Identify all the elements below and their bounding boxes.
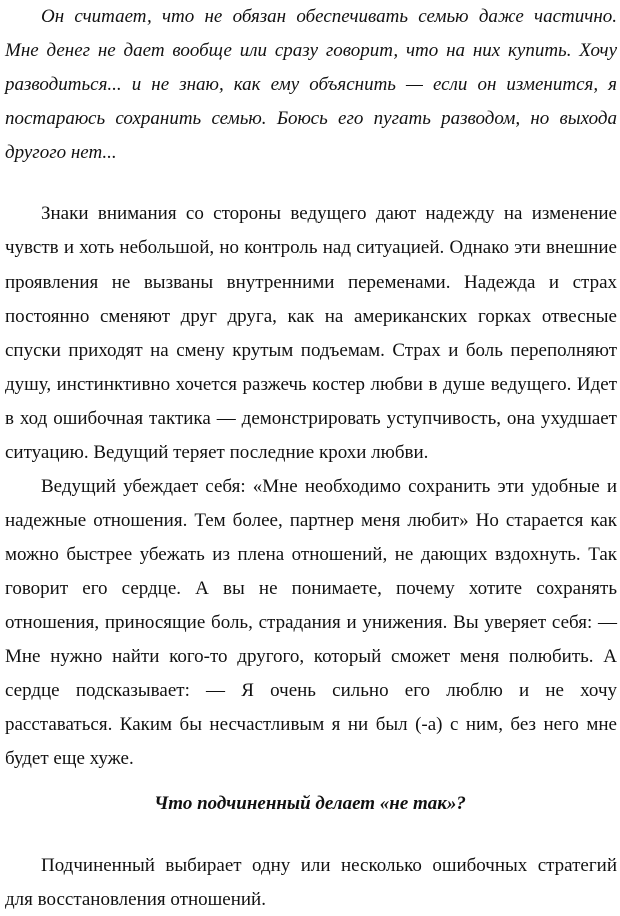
text-line: расставаться. Каким бы несчастливым я ни был (-а) с ним, без него мне — [5, 714, 617, 735]
text-line: говорит его сердце. А вы не понимаете, почему хотите сохранять — [5, 578, 617, 599]
text-line: проявления не вызваны внутренними переменами. Надежда и страх — [5, 272, 617, 293]
text-line: Мне нужно найти кого-то другого, который сможет меня полюбить. А — [5, 646, 617, 667]
text-line: ситуацию. Ведущий теряет последние крохи любви. — [5, 442, 429, 463]
text-line: постоянно сменяют друг друга, как на американских горках отвесные — [5, 306, 617, 327]
text-line: разводиться... и не знаю, как ему объяснить — если он изменится, я — [5, 74, 617, 95]
text-line: другого нет... — [5, 142, 117, 163]
text-line: чувств и хоть небольшой, но контроль над ситуацией. Однако эти внешние — [5, 237, 617, 258]
text-line: можно быстрее убежать из плена отношений, не дающих вздохнуть. Так — [5, 544, 617, 565]
text-line: Ведущий убеждает себя: «Мне необходимо сохранить эти удобные и — [41, 476, 617, 497]
text-line: Знаки внимания со стороны ведущего дают надежду на изменение — [41, 203, 617, 224]
text-line: спуски приходят на смену крутым подъемам. Страх и боль переполняют — [5, 340, 617, 361]
text-line: душу, инстинктивно хочется разжечь костер любви в душе ведущего. Идет — [5, 374, 617, 395]
section-heading: Что подчиненный делает «не так»? — [154, 793, 466, 814]
text-line: Он считает, что не обязан обеспечивать семью даже частично. — [41, 6, 617, 27]
text-line: Подчиненный выбирает одну или несколько ошибочных стратегий — [41, 855, 617, 876]
text-line: надежные отношения. Тем более, партнер меня любит» Но старается как — [5, 510, 617, 531]
text-line: в ход ошибочная тактика — демонстрировать уступчивость, она ухудшает — [5, 408, 617, 429]
text-line: будет еще хуже. — [5, 748, 134, 769]
text-line: постараюсь сохранить семью. Боюсь его пугать разводом, но выхода — [5, 108, 617, 129]
text-line: отношения, приносящие боль, страдания и унижения. Вы уверяет себя: — — [5, 612, 617, 633]
text-line: Мне денег не дает вообще или сразу говорит, что на них купить. Хочу — [5, 40, 617, 61]
text-line: сердце подсказывает: — Я очень сильно его люблю и не хочу — [5, 680, 617, 701]
text-line: для восстановления отношений. — [5, 889, 266, 910]
